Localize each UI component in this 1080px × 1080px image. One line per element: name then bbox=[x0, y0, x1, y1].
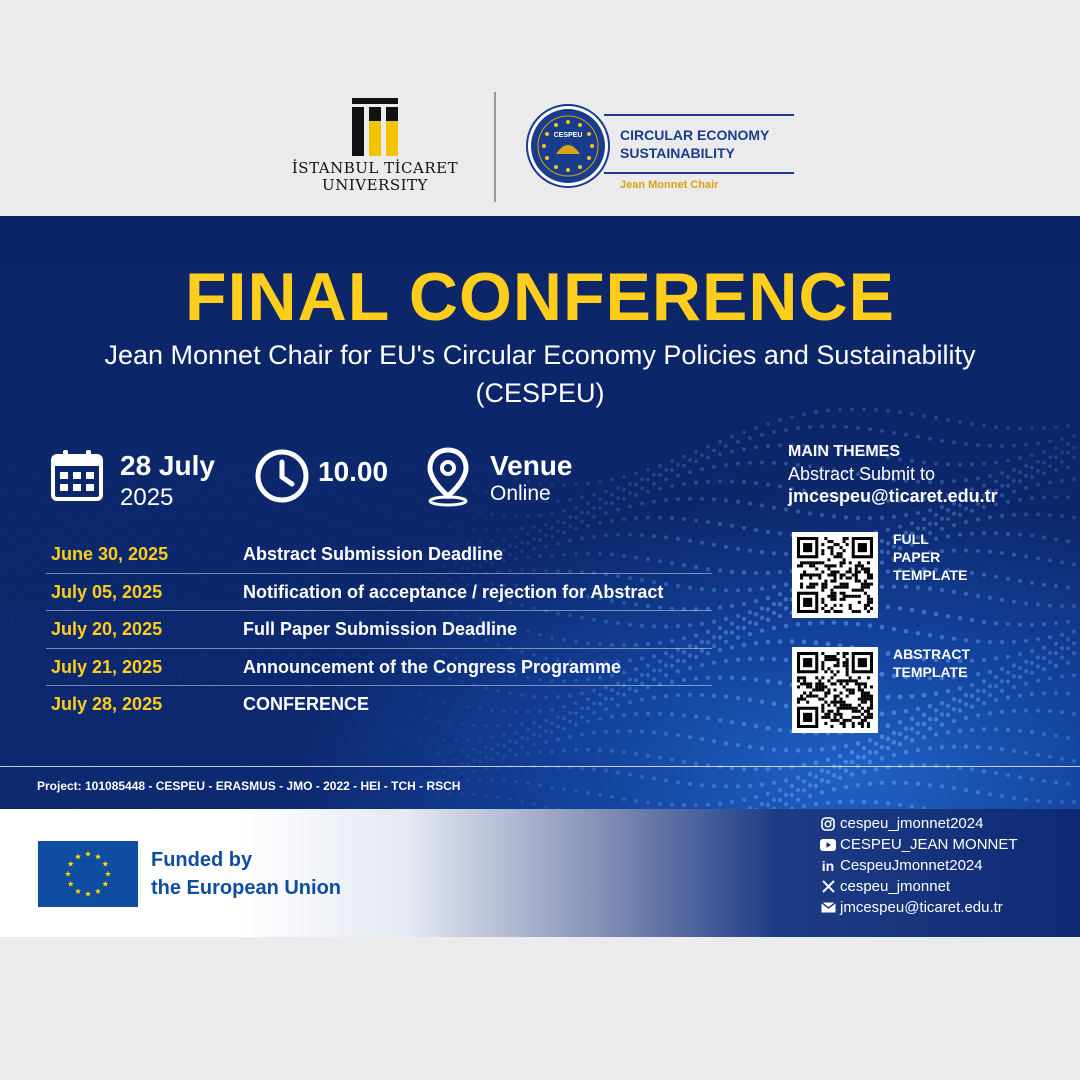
linkedin-icon: in bbox=[821, 857, 835, 874]
schedule-row bbox=[46, 686, 712, 724]
schedule-date: July 21, 2025 bbox=[51, 656, 163, 677]
funding-band bbox=[0, 809, 1080, 937]
location-pin-icon bbox=[424, 446, 472, 508]
schedule-row bbox=[46, 536, 712, 574]
youtube-icon bbox=[820, 837, 836, 853]
social-handle: cespeu_jmonnet bbox=[840, 878, 951, 895]
social-handle: CespeuJmonnet2024 bbox=[840, 857, 983, 874]
schedule-row bbox=[46, 574, 712, 612]
schedule-date: July 20, 2025 bbox=[51, 619, 163, 640]
conference-panel bbox=[0, 216, 1080, 937]
schedule-event: Announcement of the Congress Programme bbox=[243, 656, 622, 677]
conference-title: FINAL CONFERENCE bbox=[185, 259, 895, 335]
calendar-icon bbox=[50, 448, 104, 502]
main-themes-heading: MAIN THEMES bbox=[788, 443, 900, 460]
event-year: 2025 bbox=[120, 484, 174, 511]
schedule-event: Abstract Submission Deadline bbox=[243, 544, 504, 564]
social-handle: CESPEU_JEAN MONNET bbox=[840, 836, 1018, 853]
qr-code-icon bbox=[797, 652, 873, 728]
eu-flag-icon bbox=[38, 841, 138, 907]
project-divider bbox=[0, 766, 1080, 767]
university-name: İSTANBUL TİCARET UNIVERSITY bbox=[291, 159, 459, 194]
venue-value: Online bbox=[490, 482, 551, 505]
event-time: 10.00 bbox=[318, 456, 389, 487]
project-number: Project: 101085448 - CESPEU - ERASMUS - JMO - 2022 - HEI - TCH - RSCH bbox=[37, 779, 461, 793]
conference-subtitle: Jean Monnet Chair for EU's Circular Economy Policies and Sustainability (CESPEU) bbox=[104, 340, 976, 408]
schedule-event: CONFERENCE bbox=[243, 694, 370, 715]
venue-label: Venue bbox=[490, 450, 573, 481]
mail-icon bbox=[820, 900, 836, 916]
abstract-template-label: ABSTRACT TEMPLATE bbox=[893, 646, 970, 680]
schedule-event: Notification of acceptance / rejection for Abstract bbox=[243, 581, 664, 602]
schedule-date: July 05, 2025 bbox=[51, 581, 163, 602]
header-band bbox=[0, 0, 1080, 216]
full-paper-template-label: FULL PAPER TEMPLATE bbox=[893, 531, 968, 583]
chair-title: CIRCULAR ECONOMY SUSTAINABILITY bbox=[620, 127, 770, 161]
social-link-linkedin[interactable] bbox=[820, 855, 1018, 876]
abstract-submit-label: Abstract Submit to bbox=[788, 464, 936, 484]
submission-email-link[interactable]: jmcespeu@ticaret.edu.tr bbox=[788, 486, 998, 506]
chair-rule-top bbox=[604, 114, 794, 116]
schedule-row bbox=[46, 649, 712, 687]
social-link-x[interactable] bbox=[820, 876, 1018, 897]
social-handle: cespeu_jmonnet2024 bbox=[840, 815, 984, 832]
clock-icon bbox=[254, 448, 310, 504]
social-link-email[interactable] bbox=[820, 897, 1018, 918]
social-link-instagram[interactable] bbox=[820, 813, 1018, 834]
schedule-table bbox=[46, 536, 712, 724]
schedule-date: July 28, 2025 bbox=[51, 694, 163, 715]
cespeu-emblem-icon bbox=[526, 104, 610, 188]
social-link-youtube[interactable] bbox=[820, 834, 1018, 855]
istanbul-ticaret-logo-icon bbox=[352, 98, 398, 156]
x-icon bbox=[820, 879, 836, 895]
chair-rule-bottom bbox=[604, 172, 794, 174]
funded-by-eu-text: Funded by the European Union bbox=[151, 849, 341, 899]
svg-text:CESPEU: CESPEU bbox=[553, 132, 583, 139]
chair-subtitle: Jean Monnet Chair bbox=[620, 179, 719, 191]
qr-code-icon bbox=[797, 537, 873, 613]
social-handle: jmcespeu@ticaret.edu.tr bbox=[840, 899, 1003, 916]
event-date: 28 July bbox=[120, 450, 215, 481]
schedule-event: Full Paper Submission Deadline bbox=[243, 619, 518, 640]
instagram-icon bbox=[820, 816, 836, 832]
schedule-date: June 30, 2025 bbox=[51, 544, 169, 564]
schedule-row bbox=[46, 611, 712, 649]
full-paper-qr-code[interactable] bbox=[792, 532, 878, 618]
header-divider bbox=[494, 92, 496, 202]
abstract-qr-code[interactable] bbox=[792, 647, 878, 733]
social-links bbox=[820, 813, 1018, 918]
